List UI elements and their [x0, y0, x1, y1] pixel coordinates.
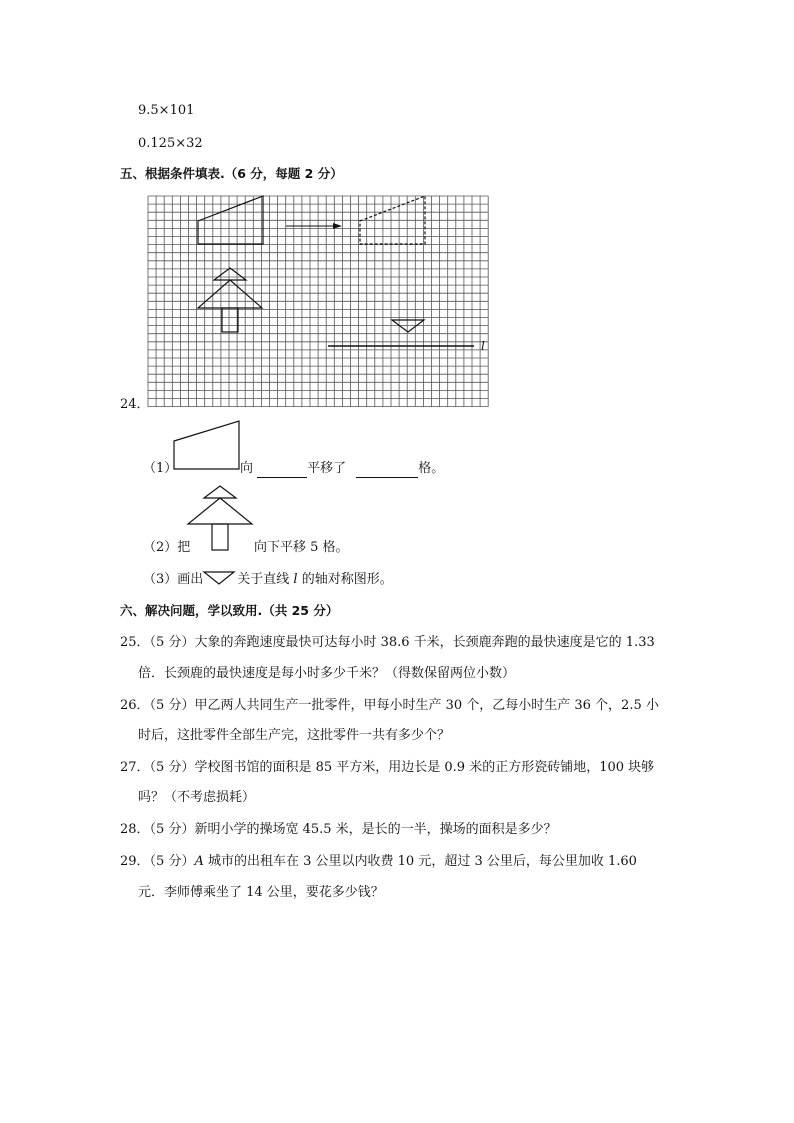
question-29-prefix: 29．（5 分） [120, 854, 195, 869]
question-24-number: 24． [120, 397, 150, 412]
section6-heading: 六、解决问题，学以致用.（共 25 分） [120, 603, 339, 618]
question-26-line2: 时后，这批零件全部生产完，这批零件一共有多少个？ [138, 728, 451, 743]
sub1-prefix: （1） [143, 461, 178, 476]
calc-item-2: 0.125×32 [138, 136, 203, 151]
question-29-city: A [194, 854, 204, 869]
section5-heading: 五、根据条件填表.（6 分，每题 2 分） [120, 166, 343, 181]
sub3-text-b: 的轴对称图形。 [297, 572, 393, 587]
sub1-row [240, 460, 444, 478]
tree-big-triangle [198, 280, 262, 308]
sub1-text-direction: 向 [240, 461, 258, 476]
question-27-line1: 27．（5 分）学校图书馆的面积是 85 平方米，用边长是 0.9 米的正方形瓷砖铺地，100 块够 [120, 760, 655, 775]
sub3-prefix: （3）画出 [143, 572, 204, 587]
calc-item-1: 9.5×101 [138, 103, 195, 118]
direction-blank[interactable] [257, 463, 307, 478]
sub3-row [143, 571, 393, 589]
question-25-line2: 倍．长颈鹿的最快速度是每小时多少千米？（得数保留两位小数） [138, 666, 516, 681]
sub3-triangle [203, 571, 235, 585]
distance-blank[interactable] [356, 463, 418, 478]
question-27-line2: 吗？（不考虑损耗） [138, 790, 256, 805]
question-29-line1 [120, 853, 637, 871]
sub3-line-l: l [293, 572, 298, 587]
sub1-text-grids: 格。 [418, 461, 445, 476]
sub2-tree [186, 484, 256, 554]
sub2-text: 向下平移 5 格。 [254, 540, 349, 555]
grid-lines [148, 196, 488, 407]
question-29-line2: 元．李师傅乘坐了 14 公里，要花多少钱？ [138, 885, 384, 900]
question-26-line1: 26．（5 分）甲乙两人共同生产一批零件，甲每小时生产 30 个，乙每小时生产 36 个，2.5 小 [120, 698, 659, 713]
question-29-rest: 城市的出租车在 3 公里以内收费 10 元，超过 3 公里后，每公里加收 1.60 [203, 854, 637, 869]
symmetry-line-label: l [481, 339, 485, 353]
sub2-prefix: （2）把 [143, 540, 191, 555]
question-25-line1: 25．（5 分）大象的奔跑速度最快可达每小时 38.6 千米，长颈鹿奔跑的最快速度是它的 1.33 [120, 635, 655, 650]
question-28-line1: 28．（5 分）新明小学的操场宽 45.5 米，是长的一半，操场的面积是多少？ [120, 822, 557, 837]
sub3-text-a: 关于直线 [237, 572, 294, 587]
tree-top-triangle [214, 268, 246, 280]
grid-figure [148, 196, 492, 408]
sub1-text-moved: 平移了 [307, 461, 351, 476]
sub1-trapezoid [172, 421, 242, 471]
tree-trunk [222, 308, 238, 332]
